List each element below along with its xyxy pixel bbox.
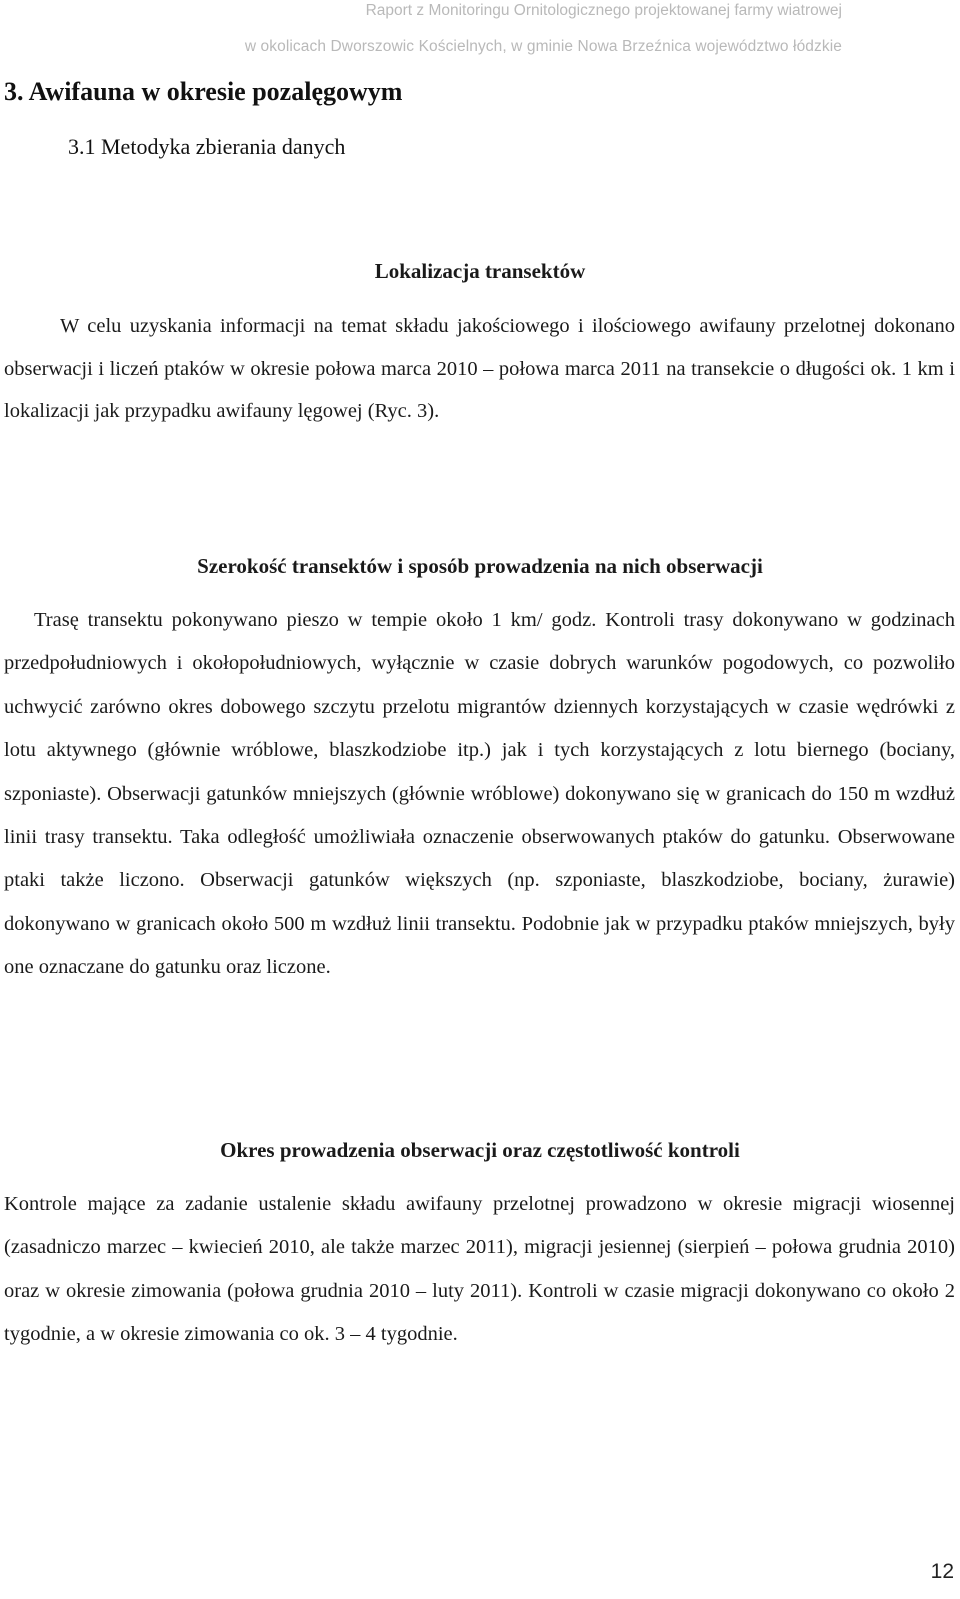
- heading-lokalizacja-transektow: Lokalizacja transektów: [374, 259, 586, 283]
- paragraph-szerokosc: Trasę transektu pokonywano pieszo w tempie około 1 km/ godz. Kontroli trasy dokonywano w godzinach przedpołudniowych i okołopołudniowych, wyłącznie w czasie dobrych warunków pogodowych, co pozwoliło uchwycić zarówno okres dobowego szczytu przelotu migrantów dziennych korzystających w czasie wędrówki z lotu aktywnego (głównie wróblowe, blaszkodziobe itp.) jak i tych korzystających z lotu biernego (bociany, szponiaste). Obserwacji gatunków mniejszych (głównie wróblowe) dokonywano się w granicach do 150 m wzdłuż linii trasy transektu. Taka odległość umożliwiała oznaczenie obserwowanych ptaków do gatunku. Obserwowane ptaki także liczono. Obserwacji gatunków większych (np. szponiaste, blaszkodziobe, bociany, żurawie) dokonywano w granicach około 500 m wzdłuż linii transektu. Podobnie jak w przypadku ptaków mniejszych, były one oznaczane do gatunku oraz liczone.: [4, 609, 955, 979]
- subsection-title: 3.1 Metodyka zbierania danych: [68, 134, 346, 159]
- section-title: 3. Awifauna w okresie pozalęgowym: [4, 77, 403, 106]
- heading-szerokosc-transektow: Szerokość transektów i sposób prowadzenia na nich obserwacji: [197, 554, 763, 578]
- page-number: 12: [930, 1560, 954, 1583]
- header-line-1: Raport z Monitoringu Ornitologicznego projektowanej farmy wiatrowej: [365, 2, 842, 19]
- paragraph-lokalizacja: W celu uzyskania informacji na temat składu jakościowego i ilościowego awifauny przelotnej dokonano obserwacji i liczeń ptaków w okresie połowa marca 2010 – połowa marca 2011 na transekcie o długości ok. 1 km i lokalizacji jak przypadku awifauny lęgowej (Ryc. 3).: [4, 315, 955, 422]
- heading-okres-prowadzenia: Okres prowadzenia obserwacji oraz częstotliwość kontroli: [220, 1138, 740, 1162]
- running-header: [82, 0, 842, 59]
- paragraph-okres: Kontrole mające za zadanie ustalenie składu awifauny przelotnej prowadzono w okresie migracji wiosennej (zasadniczo marzec – kwiecień 2010, ale także marzec 2011), migracji jesiennej (sierpień – połowa grudnia 2010) oraz w okresie zimowania (połowa grudnia 2010 – luty 2011). Kontroli w czasie migracji dokonywano co około 2 tygodnie, a w okresie zimowania co ok. 3 – 4 tygodnie.: [4, 1193, 955, 1346]
- header-line-2: w okolicach Dworszowic Kościelnych, w gminie Nowa Brzeźnica województwo łódzkie: [244, 38, 842, 55]
